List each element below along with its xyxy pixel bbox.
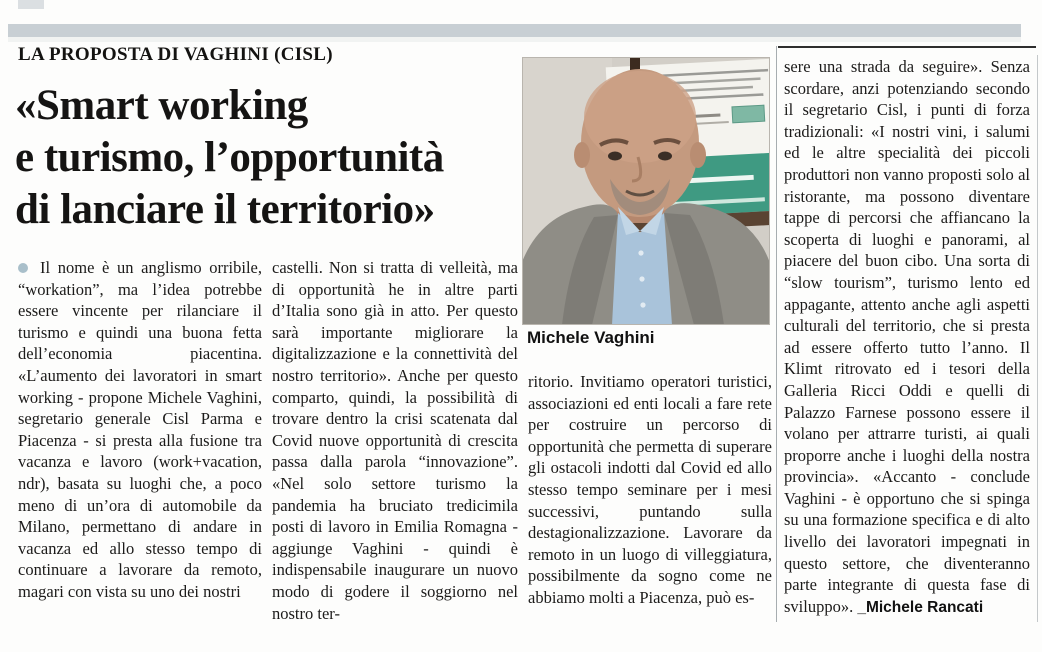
headline-line-3: di lanciare il territorio» <box>15 186 435 233</box>
byline-name: Michele Rancati <box>865 598 984 616</box>
article-photo <box>522 57 770 325</box>
body-text-4: sere una strada da seguire». Senza scordare, anzi potenziando secondo il segretario Cisl, i punti di forza tradizionali: «I nostri vini, i salumi ed le altre specialità dei piccoli produttori non vanno proposti solo al ristorante, ma possono diventare tappe di percorsi che affiancano la scoperta di luoghi e panorami, al piacere del buon cibo. Una sorta di “slow tourism”, turismo lento ed appagante, attento anche agli aspetti culturali del territorio, che si presta ad essere offerto tutto l’anno. Il Klimt ritrovato ed i tesori della Galleria Ricci Oddi e quelli di Palazzo Farnese possono essere il volano per attrarre turisti, ai quali proporre anche i luoghi della nostra provincia». «Accanto - conclude Vaghini - è opportuno che si spinga su una formazione specifica e di alto livello dei lavoratori impegnati in questo settore, che diventeranno parte integrante di questa fase di sviluppo». <box>784 57 1030 616</box>
top-left-fragment <box>18 0 44 9</box>
body-text-2: castelli. Non si tratta di velleità, ma di opportunità he in altre parti d’Italia sono già in atto. Per questo sarà importante migliorare la digitalizzazione e la connettività del nostro territorio». Anche per questo comparto, quindi, la possibilità di trovare dentro la crisi scatenata dal Covid nuove opportunità di crescita passa dalla parola “innovazione”. «Nel solo settore turismo la pandemia ha bruciato tredicimila posti di lavoro in Emilia Romagna - aggiunge Vaghini - quindi è indispensabile inaugurare un nuovo modo di godere il soggiorno nel nostro ter- <box>272 258 518 623</box>
body-text-3: ritorio. Invitiamo operatori turistici, associazioni ed enti locali a fare rete per costruire un percorso di opportunità che permetta di superare gli ostacoli indotti dal Covid ed allo stesso tempo seminare per i mesi successivi, puntando sulla destagionalizzazione. Lavorare da remoto in un luogo di villeggiatura, possibilmente da sogno come ne abbiamo molti a Piacenza, può es- <box>528 372 772 607</box>
column-divider-rule <box>776 46 777 622</box>
author-byline <box>857 599 983 616</box>
section-divider-shadow <box>8 37 1021 42</box>
portrait-photo-illustration <box>522 57 770 325</box>
body-column-1 <box>18 257 262 623</box>
article-headline <box>15 80 520 236</box>
photo-caption: Michele Vaghini <box>527 328 655 347</box>
frame-hanger <box>630 57 640 71</box>
byline-prefix: _ <box>857 598 866 616</box>
headline-line-1: «Smart working <box>15 82 308 129</box>
body-text-1: Il nome è un anglismo orribile, “workation”, ma l’idea potrebbe essere vincente per rilanciare il turismo e quindi una buona fetta dell’economia piacentina. «L’aumento dei lavoratori in smart working - propone Michele Vaghini, segretario generale Cisl Parma e Piacenza - si presta alla fusione tra vacanza e lavoro (work+vacation, ndr), basata su luoghi che, a poco meno di un’ora di automobile da Milano, permettano di andare in vacanza ed allo stesso tempo di continuare a lavorare da remoto, magari con vista su uno dei nostri <box>18 258 262 601</box>
column-top-rule <box>778 46 1036 48</box>
article-kicker: LA PROPOSTA DI VAGHINI (CISL) <box>18 44 333 65</box>
body-column-2 <box>272 257 518 623</box>
body-column-3 <box>528 371 772 623</box>
page-edge-rule <box>1037 55 1038 622</box>
headline-line-2: e turismo, l’opportunità <box>15 134 444 181</box>
section-divider-bar <box>8 24 1021 37</box>
paragraph-bullet-icon <box>18 263 28 273</box>
body-column-4 <box>784 56 1030 618</box>
